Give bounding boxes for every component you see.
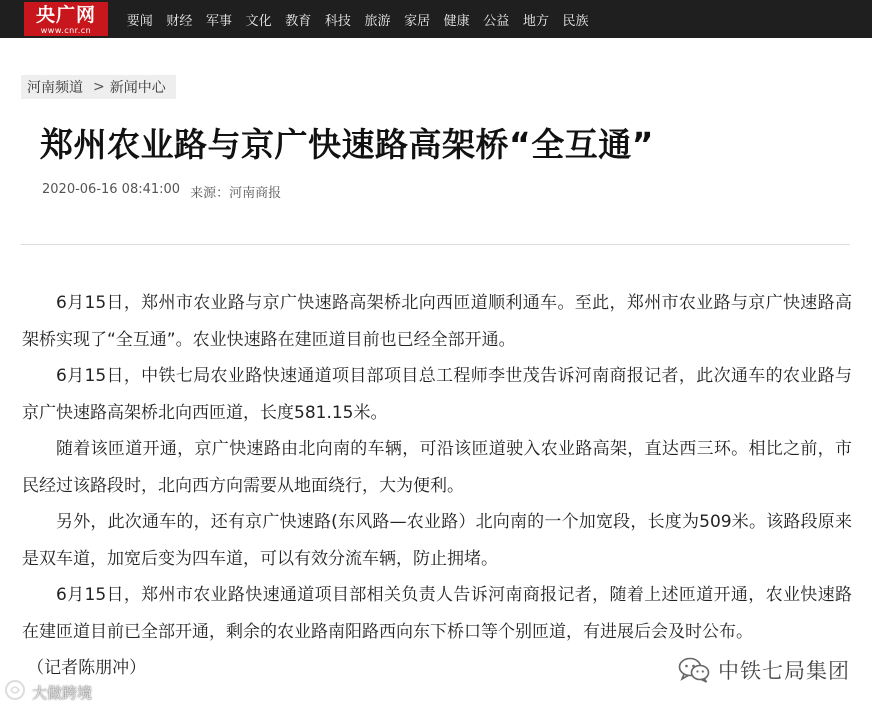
article-reporter: （记者陈朋冲） [27, 658, 147, 678]
nav-item-jiaju[interactable]: 家居 [404, 13, 431, 29]
wechat-watermark [678, 650, 850, 690]
nav-item-junshi[interactable]: 军事 [206, 13, 233, 29]
nav-item-lvyou[interactable]: 旅游 [364, 13, 391, 29]
nav-item-yaowen[interactable]: 要闻 [126, 13, 153, 29]
nav-item-gongyi[interactable]: 公益 [483, 13, 510, 29]
article-meta [42, 182, 281, 201]
nav-item-wenhua[interactable]: 文化 [245, 13, 272, 29]
source-watermark-text: 大做跨境 [32, 683, 93, 702]
nav-item-caijing[interactable]: 财经 [166, 13, 193, 29]
article-datetime: 2020-06-16 08:41:00 [42, 182, 181, 197]
article-paragraph: 另外，此次通车的，还有京广快速路(东风路—农业路）北向南的一个加宽段，长度为509米。该路段原来是双车道，加宽后变为四车道，可以有效分流车辆，防止拥堵。 [22, 512, 852, 569]
article-source: 来源：河南商报 [190, 186, 282, 201]
cnr-logo[interactable] [24, 2, 108, 36]
nav-item-jiankang[interactable]: 健康 [443, 13, 470, 29]
wechat-icon [678, 657, 710, 683]
nav-item-difang[interactable]: 地方 [522, 13, 549, 29]
main-nav [120, 0, 595, 38]
breadcrumb [21, 75, 176, 99]
article-paragraph: 6月15日，中铁七局农业路快速通道项目部项目总工程师李世茂告诉河南商报记者，此次通车的农业路与京广快速路高架桥北向西匝道，长度581.15米。 [22, 366, 852, 423]
nav-item-jiaoyu[interactable]: 教育 [285, 13, 312, 29]
brand-circle-icon [4, 679, 26, 705]
nav-item-minzu[interactable]: 民族 [562, 13, 589, 29]
logo-text: 央广网 [35, 4, 96, 26]
article-paragraph: 6月15日，郑州市农业路与京广快速路高架桥北向西匝道顺利通车。至此，郑州市农业路与京广快速路高架桥实现了“全互通”。农业快速路在建匝道目前也已经全部开通。 [22, 293, 852, 350]
header-divider [21, 244, 850, 245]
article-body [22, 285, 852, 687]
breadcrumb-separator: > [93, 79, 105, 95]
article-title: 郑州农业路与京广快速路高架桥“全互通” [40, 125, 654, 164]
breadcrumb-channel-link[interactable]: 河南频道 [27, 80, 83, 96]
source-watermark [4, 680, 92, 704]
article-paragraph: 随着该匝道开通，京广快速路由北向南的车辆，可沿该匝道驶入农业路高架，直达西三环。相比之前，市民经过该路段时，北向西方向需要从地面绕行，大为便利。 [22, 439, 852, 496]
logo-url: www.cnr.cn [40, 26, 92, 35]
wechat-account-name: 中铁七局集团 [718, 659, 850, 683]
top-nav-bar [0, 0, 872, 38]
nav-item-keji[interactable]: 科技 [324, 13, 351, 29]
article-paragraph: 6月15日，郑州市农业路快速通道项目部相关负责人告诉河南商报记者，随着上述匝道开通，农业快速路在建匝道目前已全部开通，剩余的农业路南阳路西向东下桥口等个别匝道，有进展后会及时公布。 [22, 585, 852, 642]
breadcrumb-section-link[interactable]: 新闻中心 [109, 80, 166, 96]
